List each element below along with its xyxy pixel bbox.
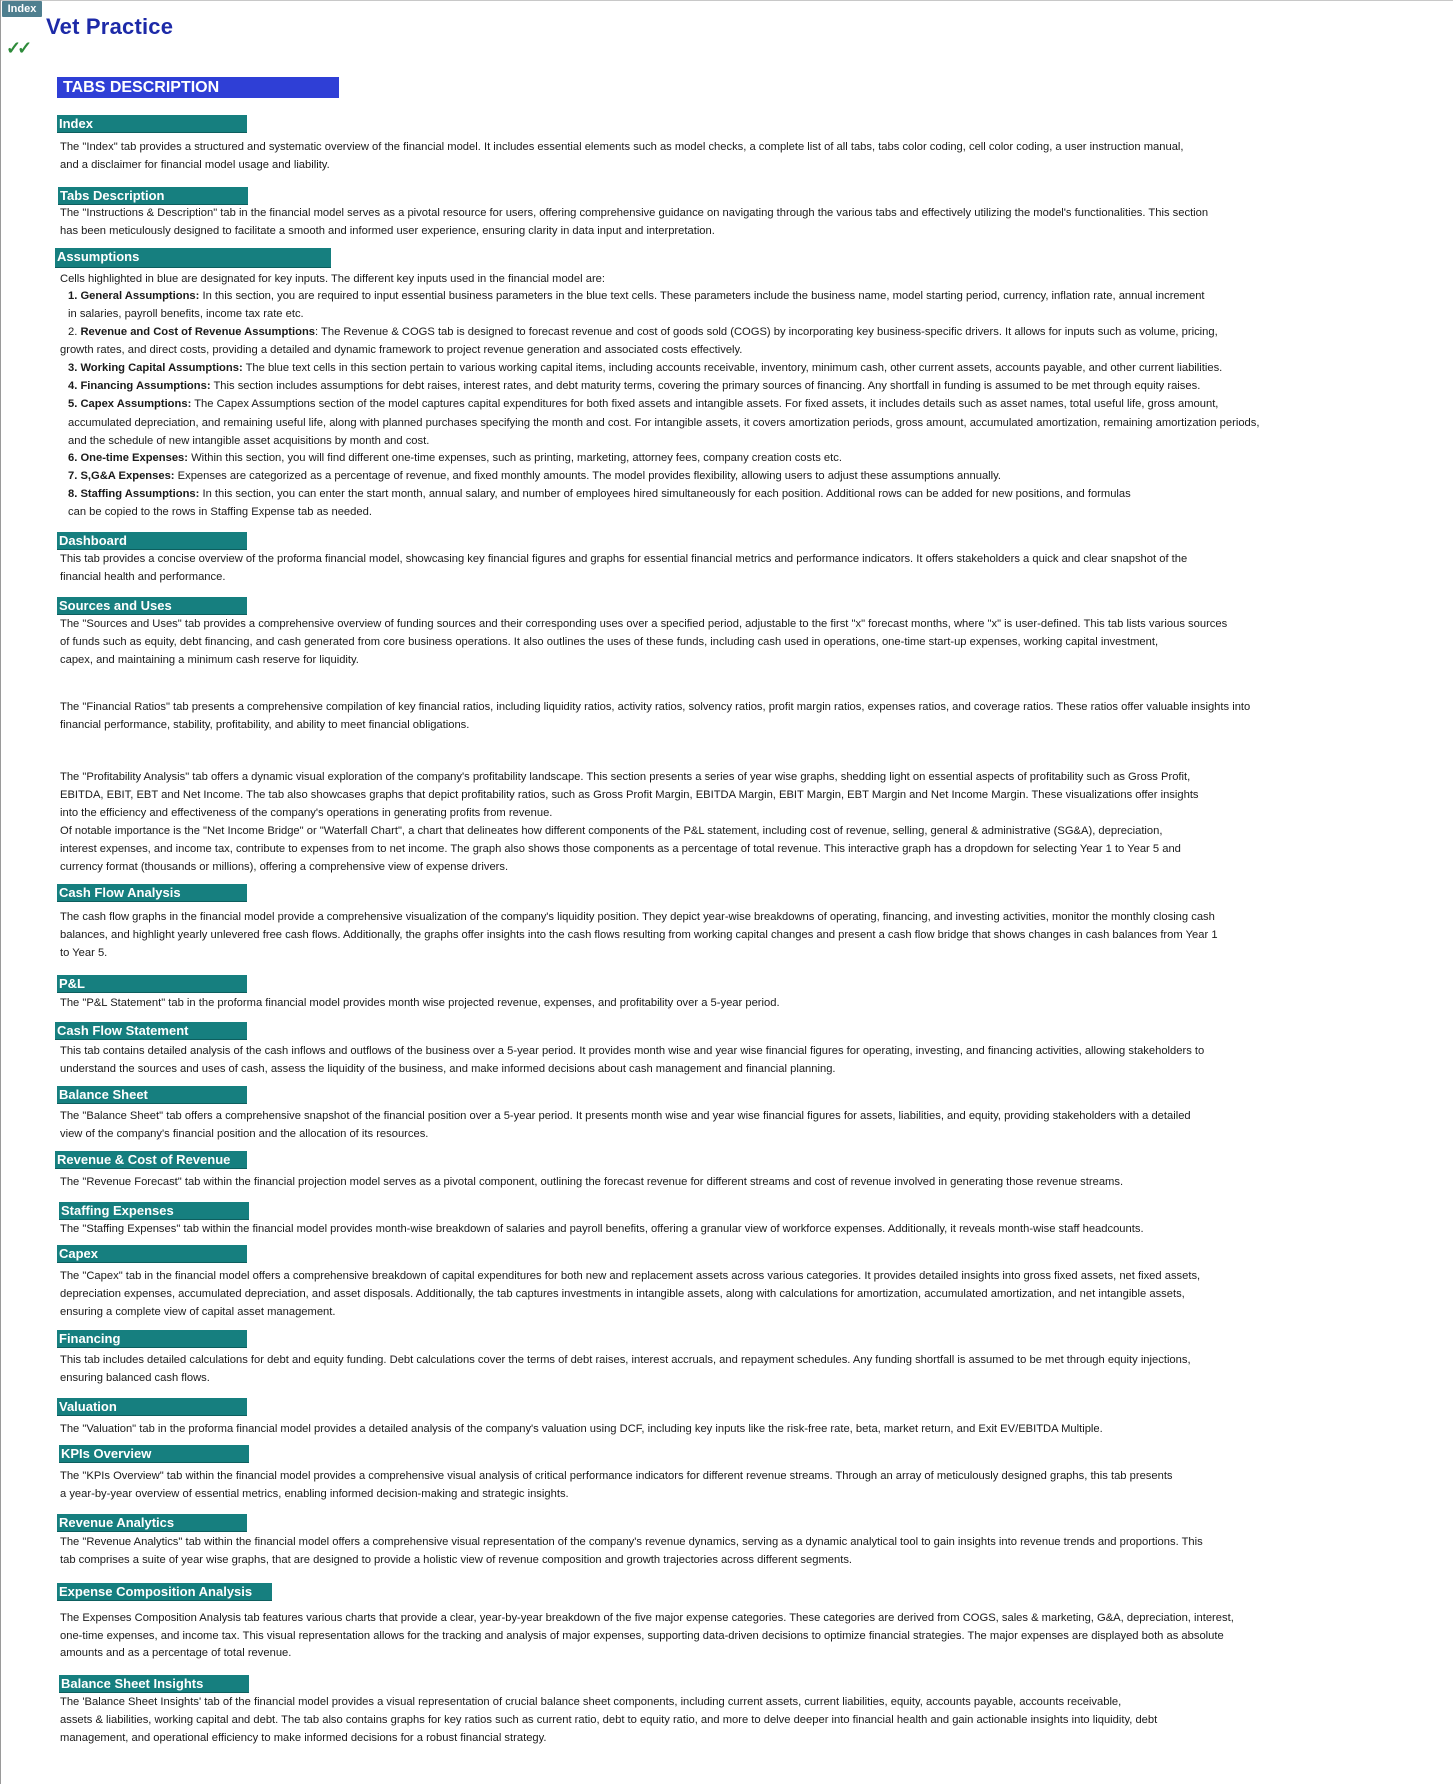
index-button[interactable]: Index	[2, 1, 42, 17]
profitability-text-line: EBITDA, EBIT, EBT and Net Income. The tab also showcases graphs that depict profitability ratios, such as Gross Profit Margin, EBITDA Margin, EBIT Margin, EBT Margin and Net Income Margin. These visualizations offer insights	[60, 789, 1199, 801]
index-text-line: and a disclaimer for financial model usage and liability.	[60, 159, 330, 171]
assumption-item: 3. Working Capital Assumptions: The blue text cells in this section pertain to various working capital items, including accounts receivable, inventory, minimum cash, other current assets, accounts payable, and other current liabilities.	[68, 362, 1223, 374]
profitability-text-line: interest expenses, and income tax, contribute to expenses from to net income. The graph also shows those components as a percentage of total revenue. This interactive graph has a dropdown for selecting Year 1 to Year 5 and	[60, 843, 1181, 855]
section-header-index[interactable]: Index	[57, 115, 247, 133]
section-header-tabs-description[interactable]: Tabs Description	[58, 187, 248, 205]
cash-flow-analysis-text-line: The cash flow graphs in the financial model provide a comprehensive visualization of the company's liquidity position. They depict year-wise breakdowns of operating, financing, and investing activities, monitor the monthly closing cash	[60, 911, 1215, 923]
profitability-text-line: Of notable importance is the "Net Income Bridge" or "Waterfall Chart", a chart that delineates how different components of the P&L statement, including cost of revenue, selling, general & administrative (SG&A), depreciation,	[60, 825, 1163, 837]
financing-text-line: ensuring balanced cash flows.	[60, 1372, 210, 1384]
capex-text-line: The "Capex" tab in the financial model offers a comprehensive breakdown of capital expenditures for both new and replacement assets across various categories. It provides detailed insights into gross fixed assets, net fixed assets,	[60, 1270, 1201, 1282]
profitability-text-line: currency format (thousands or millions), offering a comprehensive view of expense drivers.	[60, 861, 509, 873]
assumptions-intro: Cells highlighted in blue are designated for key inputs. The different key inputs used in the financial model are:	[60, 273, 606, 285]
frame-top-border	[0, 0, 1453, 1]
kpis-text-line: a year-by-year overview of essential metrics, enabling informed decision-making and strategic insights.	[60, 1488, 569, 1500]
assumption-item: can be copied to the rows in Staffing Expense tab as needed.	[68, 506, 372, 518]
sources-uses-text-line: The "Sources and Uses" tab provides a comprehensive overview of funding sources and their corresponding uses over a specified period, adjustable to the first "x" forecast months, where "x" is user-defined. This tab lists various sources	[60, 618, 1228, 630]
section-header-sources-uses[interactable]: Sources and Uses	[57, 597, 247, 615]
index-text-line: The "Index" tab provides a structured and systematic overview of the financial model. It includes essential elements such as model checks, a complete list of all tabs, tabs color coding, cell color coding, a user instruction manual,	[60, 141, 1184, 153]
kpis-text-line: The "KPIs Overview" tab within the financial model provides a comprehensive visual analysis of critical performance indicators for different revenue streams. Through an array of meticulously designed graphs, this tab presents	[60, 1470, 1173, 1482]
section-header-dashboard[interactable]: Dashboard	[57, 532, 247, 550]
section-header-cash-flow-analysis[interactable]: Cash Flow Analysis	[57, 884, 247, 902]
financial-ratios-text-line: financial performance, stability, profitability, and ability to meet financial obligations.	[60, 719, 470, 731]
pl-text-line: The "P&L Statement" tab in the proforma financial model provides month wise projected revenue, expenses, and profitability over a 5-year period.	[60, 997, 780, 1009]
section-header-pl[interactable]: P&L	[57, 975, 247, 993]
assumption-item: growth rates, and direct costs, providing a detailed and dynamic framework to project revenue generation and associated costs effectively.	[60, 344, 743, 356]
assumption-item: 2. Revenue and Cost of Revenue Assumptions: The Revenue & COGS tab is designed to forecast revenue and cost of goods sold (COGS) by incorporating key business-specific drivers. It allows for inputs such as volume, pricing,	[68, 326, 1218, 338]
section-header-kpis[interactable]: KPIs Overview	[59, 1445, 249, 1463]
section-header-cash-flow-statement[interactable]: Cash Flow Statement	[55, 1022, 247, 1040]
page-title: Vet Practice	[46, 14, 174, 39]
profitability-text-line: The "Profitability Analysis" tab offers a dynamic visual exploration of the company's profitability landscape. This section presents a series of year wise graphs, shedding light on essential aspects of profitability such as Gross Profit,	[60, 771, 1191, 783]
model-checks-icon: ✓✓	[6, 38, 29, 58]
sources-uses-text-line: of funds such as equity, debt financing, and cash generated from core business operations. It also outlines the uses of these funds, including cash used in operations, one-time start-up expenses, working capital investment,	[60, 636, 1159, 648]
cash-flow-analysis-text-line: to Year 5.	[60, 947, 108, 959]
valuation-text-line: The "Valuation" tab in the proforma financial model provides a detailed analysis of the company's valuation using DCF, including key inputs like the risk-free rate, beta, market return, and Exit EV/EBITDA Multiple.	[60, 1423, 1103, 1435]
assumption-item: 7. S,G&A Expenses: Expenses are categorized as a percentage of revenue, and fixed monthly amounts. The model provides flexibility, allowing users to adjust these assumptions annually.	[68, 470, 1002, 482]
staffing-text-line: The "Staffing Expenses" tab within the financial model provides month-wise breakdown of salaries and payroll benefits, offering a granular view of workforce expenses. Additionally, it reveals month-wise staff headcounts.	[60, 1223, 1144, 1235]
section-header-expense-composition[interactable]: Expense Composition Analysis	[57, 1583, 272, 1601]
cash-flow-analysis-text-line: balances, and highlight yearly unlevered free cash flows. Additionally, the graphs offer insights into the cash flows resulting from working capital changes and present a cash flow bridge that shows changes in cash balances from Year 1	[60, 929, 1218, 941]
section-header-capex[interactable]: Capex	[57, 1245, 247, 1263]
cash-flow-statement-text-line: This tab contains detailed analysis of the cash inflows and outflows of the business over a 5-year period. It provides month wise and year wise financial figures for operating, investing, and financing activities, allowing stakeholders to	[60, 1045, 1205, 1057]
cash-flow-statement-text-line: understand the sources and uses of cash, assess the liquidity of the business, and make informed decisions about cash management and financial planning.	[60, 1063, 836, 1075]
section-header-balance-sheet[interactable]: Balance Sheet	[57, 1086, 247, 1104]
assumption-item: 4. Financing Assumptions: This section includes assumptions for debt raises, interest rates, and debt maturity terms, covering the primary sources of financing. Any shortfall in funding is assumed to be met through equity raises.	[68, 380, 1201, 392]
section-header-assumptions[interactable]: Assumptions	[55, 248, 331, 268]
bs-insights-text-line: The 'Balance Sheet Insights' tab of the financial model provides a visual representation of crucial balance sheet components, including current assets, current liabilities, equity, accounts payable, accounts receivable,	[60, 1696, 1122, 1708]
assumption-item: in salaries, payroll benefits, income tax rate etc.	[68, 308, 304, 320]
capex-text-line: ensuring a complete view of capital asset management.	[60, 1306, 336, 1318]
assumption-item: accumulated depreciation, and remaining useful life, along with planned purchases specifying the month and cost. For intangible assets, it covers amortization periods, gross amount, accumulated amortization, remaining amortization periods,	[68, 417, 1260, 429]
dashboard-text-line: This tab provides a concise overview of the proforma financial model, showcasing key financial figures and graphs for essential financial metrics and performance indicators. It offers stakeholders a quick and clear snapshot of the	[60, 553, 1188, 565]
assumption-item: 1. General Assumptions: In this section, you are required to input essential business parameters in the blue text cells. These parameters include the business name, model starting period, currency, inflation rate, annual increment	[68, 290, 1205, 302]
assumption-item: 6. One-time Expenses: Within this section, you will find different one-time expenses, such as printing, marketing, attorney fees, company creation costs etc.	[68, 452, 842, 464]
balance-sheet-text-line: The "Balance Sheet" tab offers a comprehensive snapshot of the financial position over a 5-year period. It presents month wise and year wise financial figures for assets, liabilities, and equity, providing stakeholders with a detailed	[60, 1110, 1191, 1122]
capex-text-line: depreciation expenses, accumulated depreciation, and asset disposals. Additionally, the tab captures investments in intangible assets, along with calculations for amortization, accumulated amortization, and net intangible assets,	[60, 1288, 1185, 1300]
financing-text-line: This tab includes detailed calculations for debt and equity funding. Debt calculations cover the terms of debt raises, interest accruals, and repayment schedules. Any funding shortfall is assumed to be met through equity injections,	[60, 1354, 1191, 1366]
balance-sheet-text-line: view of the company's financial position and the allocation of its resources.	[60, 1128, 429, 1140]
financial-ratios-text-line: The "Financial Ratios" tab presents a comprehensive compilation of key financial ratios, including liquidity ratios, activity ratios, solvency ratios, profit margin ratios, expenses ratios, and coverage ratios. These ratios offer valuable insights into	[60, 701, 1251, 713]
sources-uses-text-line: capex, and maintaining a minimum cash reserve for liquidity.	[60, 654, 359, 666]
bs-insights-text-line: assets & liabilities, working capital and debt. The tab also contains graphs for key ratios such as current ratio, debt to equity ratio, and more to delve deeper into financial health and gain actionable insights into liquidity, debt	[60, 1714, 1158, 1726]
profitability-text-line: into the efficiency and effectiveness of the company's operations in generating profits from revenue.	[60, 807, 553, 819]
expense-composition-text-line: The Expenses Composition Analysis tab features various charts that provide a clear, year-by-year breakdown of the five major expense categories. These categories are derived from COGS, sales & marketing, G&A, depreciation, interest,	[60, 1612, 1234, 1624]
revenue-cost-text-line: The "Revenue Forecast" tab within the financial projection model serves as a pivotal component, outlining the forecast revenue for different streams and cost of revenue involved in generating those revenue streams.	[60, 1176, 1124, 1188]
section-header-bs-insights[interactable]: Balance Sheet Insights	[59, 1675, 249, 1693]
tabs-description-banner: TABS DESCRIPTION	[57, 77, 339, 98]
dashboard-text-line: financial health and performance.	[60, 571, 226, 583]
section-header-staffing[interactable]: Staffing Expenses	[59, 1202, 249, 1220]
section-header-revenue-analytics[interactable]: Revenue Analytics	[57, 1514, 247, 1532]
section-header-financing[interactable]: Financing	[57, 1330, 247, 1348]
revenue-analytics-text-line: The "Revenue Analytics" tab within the financial model offers a comprehensive visual representation of the company's revenue dynamics, serving as a dynamic analytical tool to gain insights into revenue trends and proportions. This	[60, 1536, 1203, 1548]
frame-left-border	[0, 0, 1, 1784]
bs-insights-text-line: management, and operational efficiency to make informed decisions for a robust financial strategy.	[60, 1732, 547, 1744]
expense-composition-text-line: one-time expenses, and income tax. This visual representation allows for the tracking and analysis of major expenses, supporting data-driven decisions to optimize financial strategies. The major expenses are displayed both as absolute	[60, 1630, 1224, 1642]
revenue-analytics-text-line: tab comprises a suite of year wise graphs, that are designed to provide a holistic view of revenue composition and growth trajectories across different segments.	[60, 1554, 853, 1566]
tabs-description-text-line: The "Instructions & Description" tab in the financial model serves as a pivotal resource for users, offering comprehensive guidance on navigating through the various tabs and effectively utilizing the model's functionalities. This section	[60, 207, 1209, 219]
assumption-item: and the schedule of new intangible asset acquisitions by month and cost.	[68, 435, 430, 447]
assumption-item: 8. Staffing Assumptions: In this section, you can enter the start month, annual salary, and number of employees hired simultaneously for each position. Additional rows can be added for new positions, and formulas	[68, 488, 1131, 500]
tabs-description-text-line: has been meticulously designed to facilitate a smooth and informed user experience, ensuring clarity in data input and interpretation.	[60, 225, 715, 237]
section-header-revenue-cost[interactable]: Revenue & Cost of Revenue	[55, 1151, 247, 1169]
expense-composition-text-line: amounts and as a percentage of total revenue.	[60, 1647, 292, 1659]
section-header-valuation[interactable]: Valuation	[57, 1398, 247, 1416]
assumption-item: 5. Capex Assumptions: The Capex Assumptions section of the model captures capital expenditures for both fixed assets and intangible assets. For fixed assets, it includes details such as asset names, total useful life, gross amount,	[68, 398, 1219, 410]
